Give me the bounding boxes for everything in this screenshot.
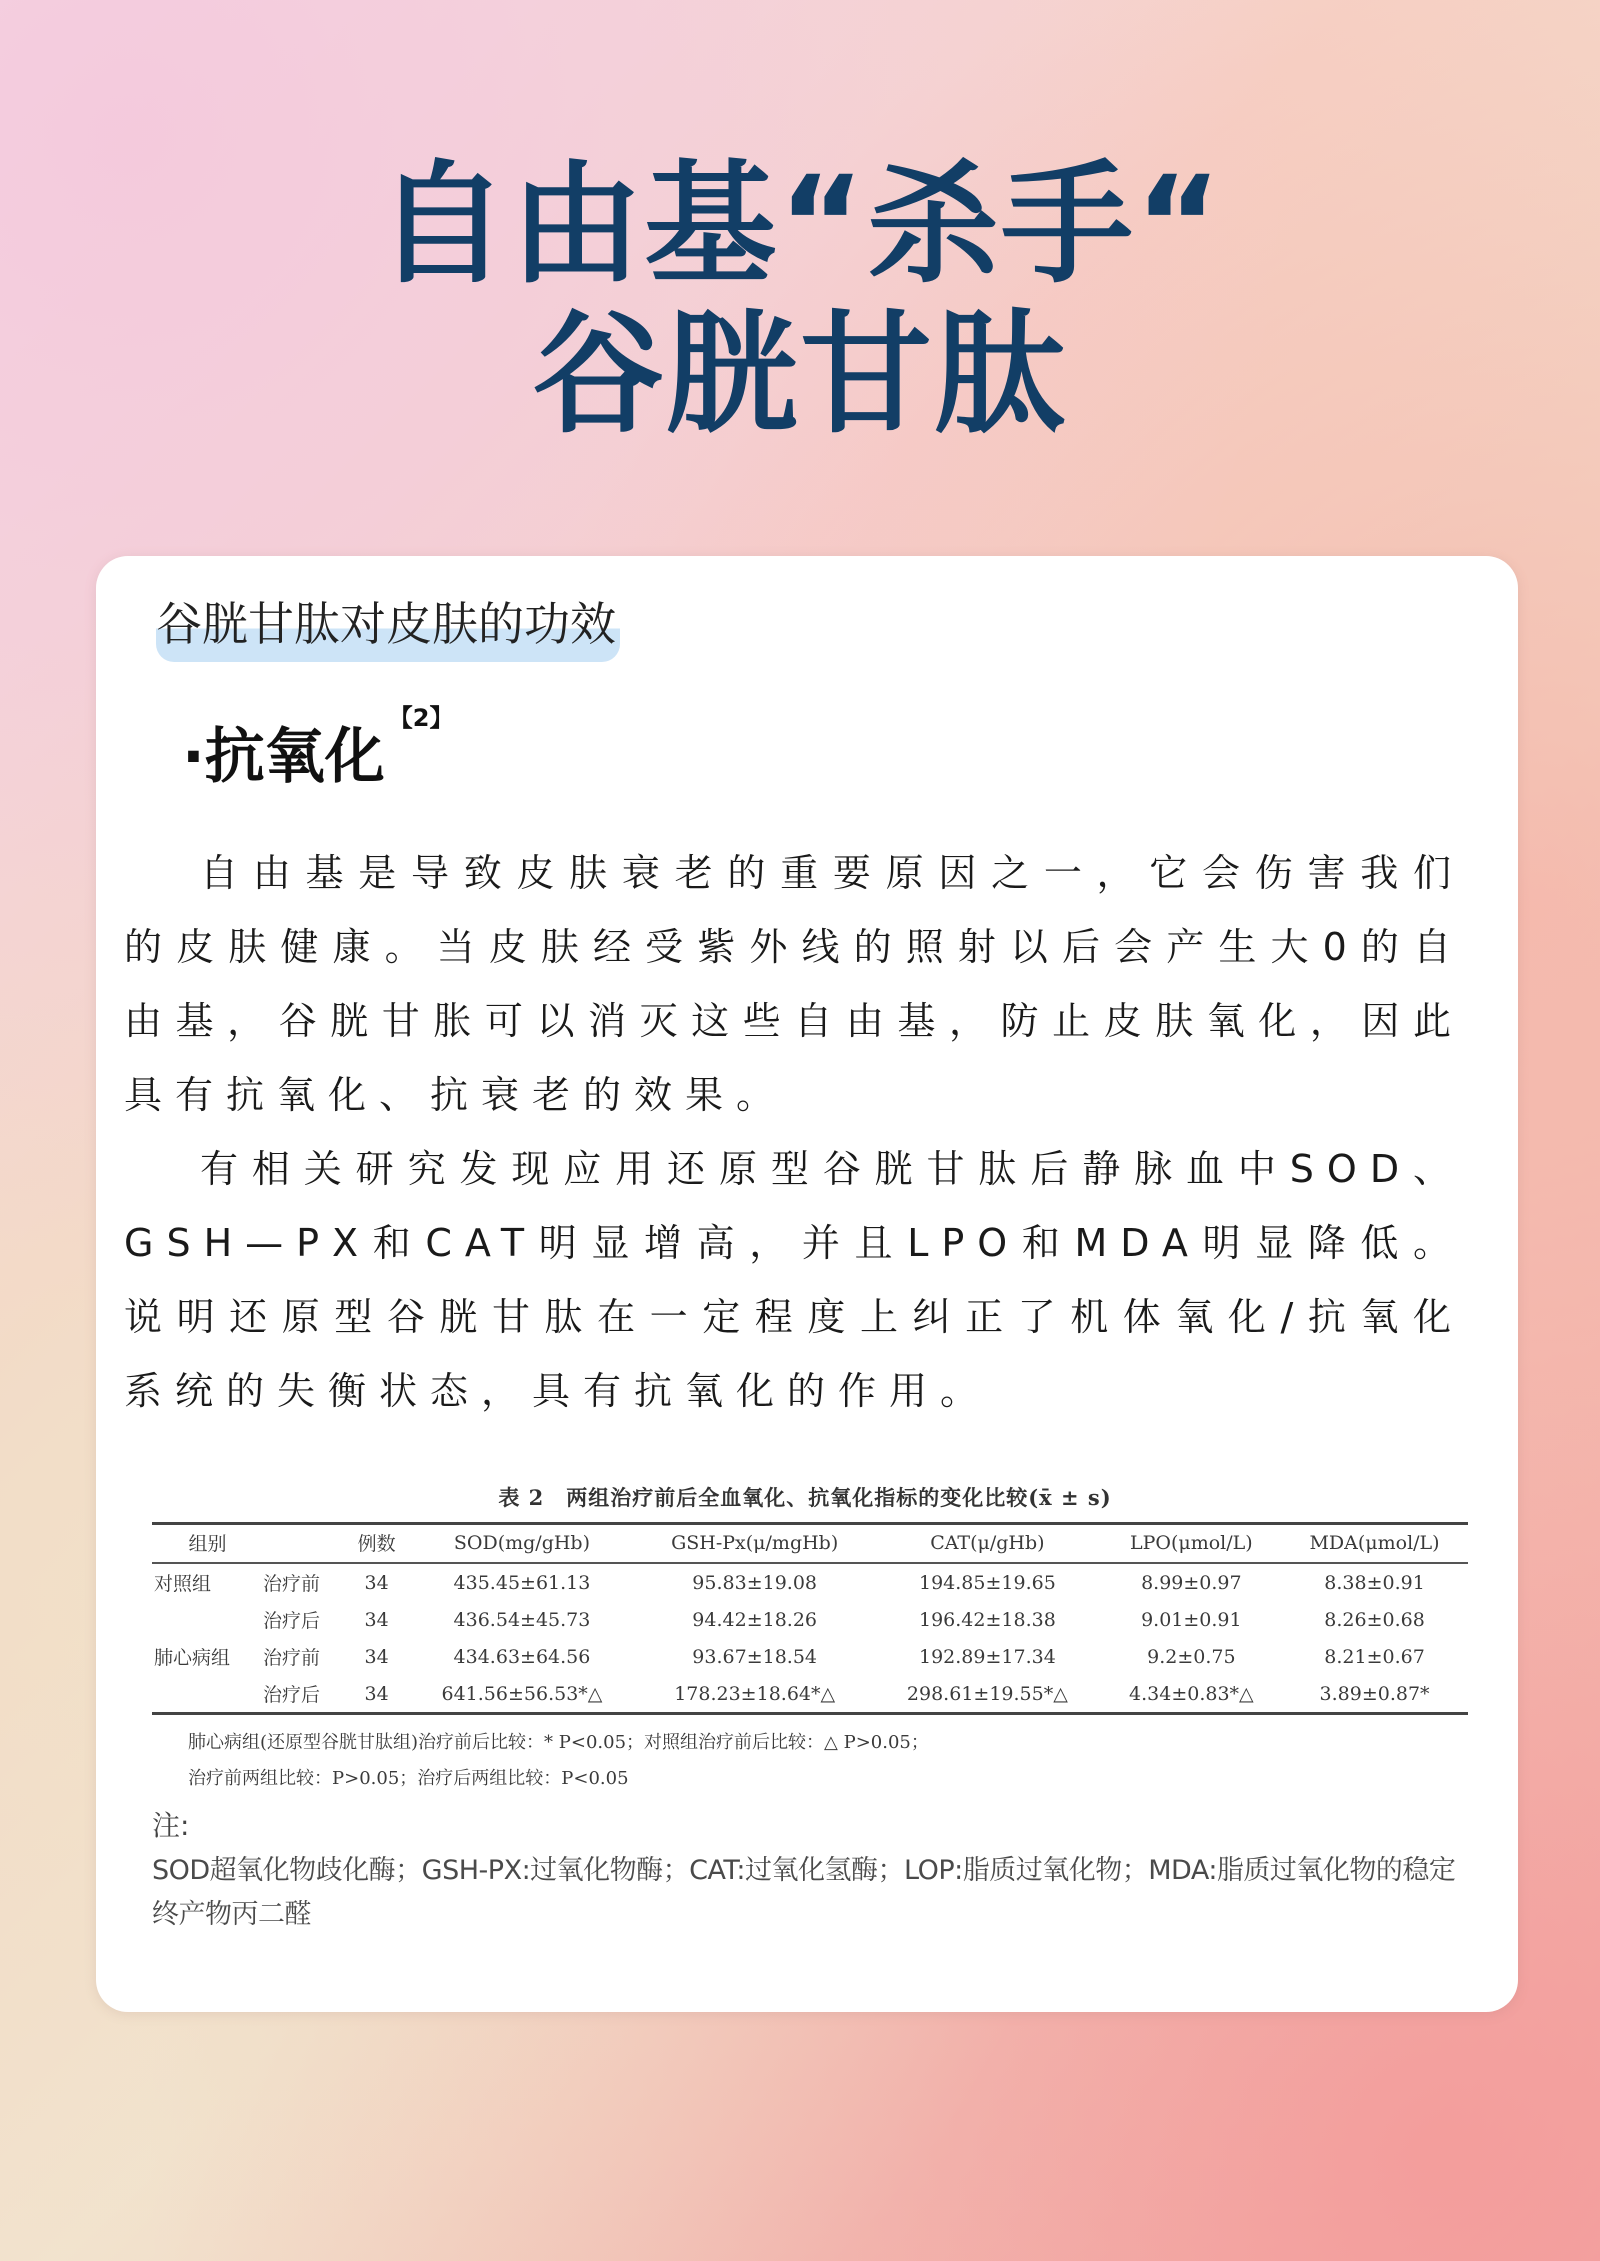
table-cell: 298.61±19.55*△ — [873, 1675, 1101, 1714]
table-header-cell: LPO(μmol/L) — [1102, 1524, 1281, 1564]
table-cell — [152, 1675, 263, 1714]
paragraph-1: 自由基是导致皮肤衰老的重要原因之一，它会伤害我们的皮肤健康。当皮肤经受紫外线的照射以后会产生大0的自由基，谷胱甘胀可以消灭这些自由基，防止皮肤氧化，因此具有抗氧化、抗衰老的效果。 — [124, 851, 1464, 1117]
table-row — [152, 1675, 1468, 1714]
table-cell: 94.42±18.26 — [692, 1608, 818, 1631]
table-cell: 治疗后 — [262, 1610, 320, 1632]
table-header-cell: 例数 — [345, 1524, 407, 1564]
table-cell: 436.54±45.73 — [453, 1608, 591, 1631]
reference-marker: 【2】 — [388, 704, 454, 732]
table-cell: 9.01±0.91 — [1141, 1608, 1242, 1631]
table-header-row — [152, 1524, 1468, 1564]
table-footnote-2: 治疗前两组比较：P>0.05；治疗后两组比较：P<0.05 — [188, 1768, 629, 1789]
table-row — [152, 1638, 1468, 1675]
table-cell: 肺心病组 — [154, 1647, 231, 1669]
table-footnote-1: 肺心病组(还原型谷胱甘肽组)治疗前后比较：* P<0.05；对照组治疗前后比较：△ P>0.05； — [188, 1732, 929, 1753]
table-cell: 治疗后 — [263, 1675, 346, 1714]
table-cell: 196.42±18.38 — [918, 1608, 1056, 1631]
table-header-cell — [263, 1524, 346, 1564]
table-cell: 4.34±0.83*△ — [1102, 1675, 1281, 1714]
table-row — [152, 1601, 1468, 1638]
table-header-cell: SOD(mg/gHb) — [408, 1524, 636, 1564]
table-cell: 194.85±19.65 — [918, 1571, 1056, 1594]
table-cell: 178.23±18.64*△ — [636, 1675, 873, 1714]
note-title: 注: — [152, 1809, 190, 1842]
table-header-cell: MDA(μmol/L) — [1281, 1524, 1468, 1564]
table-cell: 95.83±19.08 — [692, 1571, 818, 1594]
table-cell: 34 — [364, 1571, 389, 1594]
table-header-cell: 组别 — [152, 1524, 263, 1564]
subheading-text: ·抗氧化 — [182, 722, 385, 792]
data-table — [152, 1522, 1468, 1715]
table-cell: 434.63±64.56 — [453, 1645, 591, 1668]
table-cell: 治疗前 — [262, 1573, 320, 1595]
table-cell: 192.89±17.34 — [918, 1645, 1056, 1668]
table-header-cell: CAT(μ/gHb) — [873, 1524, 1101, 1564]
table-cell: 641.56±56.53*△ — [408, 1675, 636, 1714]
content-card — [96, 556, 1518, 2012]
table-cell: 8.38±0.91 — [1324, 1571, 1425, 1594]
title-line-2: 谷胱甘肽 — [532, 298, 1068, 452]
note-text: SOD超氧化物歧化酶；GSH-PX:过氧化物酶；CAT:过氧化氢酶；LOP:脂质过氧化物；MDA:脂质过氧化物的稳定终产物丙二醛 — [152, 1855, 1456, 1930]
table-cell: 34 — [364, 1608, 389, 1631]
table-cell: 8.99±0.97 — [1141, 1571, 1242, 1594]
table-cell: 435.45±61.13 — [453, 1571, 591, 1594]
title-line-1: 自由基“杀手“ — [376, 148, 1224, 302]
table-row — [152, 1563, 1468, 1601]
table-header-cell: GSH-Px(μ/mgHb) — [636, 1524, 873, 1564]
table-figure — [140, 1482, 1470, 1797]
table-cell: 对照组 — [154, 1573, 212, 1595]
table-cell: 93.67±18.54 — [692, 1645, 818, 1668]
table-cell: 8.21±0.67 — [1324, 1645, 1425, 1668]
table-cell: 3.89±0.87* — [1281, 1675, 1468, 1714]
table-cell: 8.26±0.68 — [1324, 1608, 1425, 1631]
table-cell: 34 — [364, 1645, 389, 1668]
table-caption: 表 2 两组治疗前后全血氧化、抗氧化指标的变化比较(x̄ ± s) — [498, 1485, 1112, 1510]
table-footnotes — [188, 1725, 1470, 1797]
page-title — [0, 150, 1600, 450]
table-cell: 治疗前 — [262, 1647, 320, 1669]
table-cell: 9.2±0.75 — [1147, 1645, 1236, 1668]
section-heading: 谷胱甘肽对皮肤的功效 — [156, 592, 620, 662]
subheading-antioxidation — [182, 704, 454, 797]
table-cell: 34 — [345, 1675, 407, 1714]
paragraph-2: 有相关研究发现应用还原型谷胱甘肽后静脉血中SOD、GSH—PX和CAT明显增高，并且LPO和MDA明显降低。说明还原型谷胱甘肽在一定程度上纠正了机体氧化/抗氧化系统的失衡状态，具有抗氧化的作用。 — [124, 1147, 1464, 1413]
table-cell — [152, 1601, 263, 1638]
